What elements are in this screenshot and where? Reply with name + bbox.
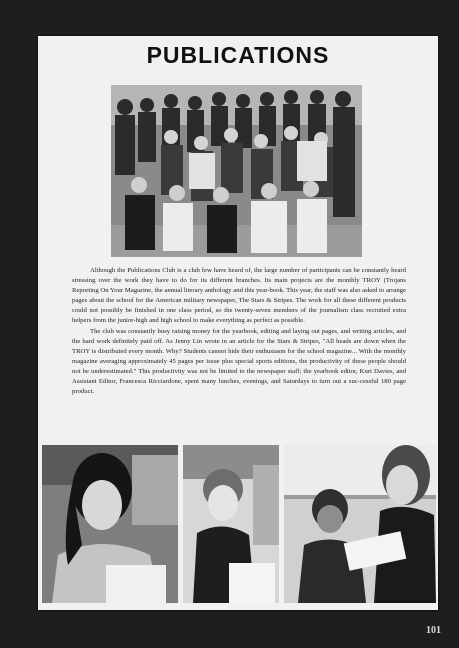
student-photo-right: [284, 445, 436, 603]
student-photo-middle: [183, 445, 279, 603]
article-paragraph-1: Although the Publications Club is a club few have heard of, the large number of participants can be constantly heard stressing over the work they have to do for its different branches. Its main projects are the monthly TROY (Trojans Reporting On Your Magazine, the annual literary anthology and this year-book. This year, the staff was also asked to arrange pages about the school for the American military newspaper, The Stars & Stripes. The work for all these different products could not possibly be finished in one class period, so the twenty-seven members of the journalism class recruited extra helpers from the junior-high and high school to make everything as perfect as possible.: [72, 267, 406, 325]
student-photo-left: [42, 445, 178, 603]
article-body: [72, 266, 406, 397]
page-title: PUBLICATIONS: [146, 42, 330, 68]
article-paragraph-2: The club was constantly busy raising money for the yearbook, editing and laying out pages, and writing articles, and the hard work definitely paid off. As Jenny Lin wrote in an article for the Stars & Stripes, "All heads are down when the TROY is distributed every month. Why? Students cannot hide their enthusiasm for the school magazine... With the monthly magazine averaging approximately 45 pages per issue plus special sports editions, the productivity of these people should not be underestimated." This productivity was not be limited to the newspaper staff; the yearbook editor, Kurt Davies, and Assistant Editor, Francesca Ricciardone, spent many lunches, evenings, and Saturdays to turn out a suc-cessful 180 page product.: [72, 327, 406, 396]
page-sheet: [38, 36, 438, 610]
page-number: 101: [426, 625, 441, 636]
group-photo: [111, 85, 362, 257]
